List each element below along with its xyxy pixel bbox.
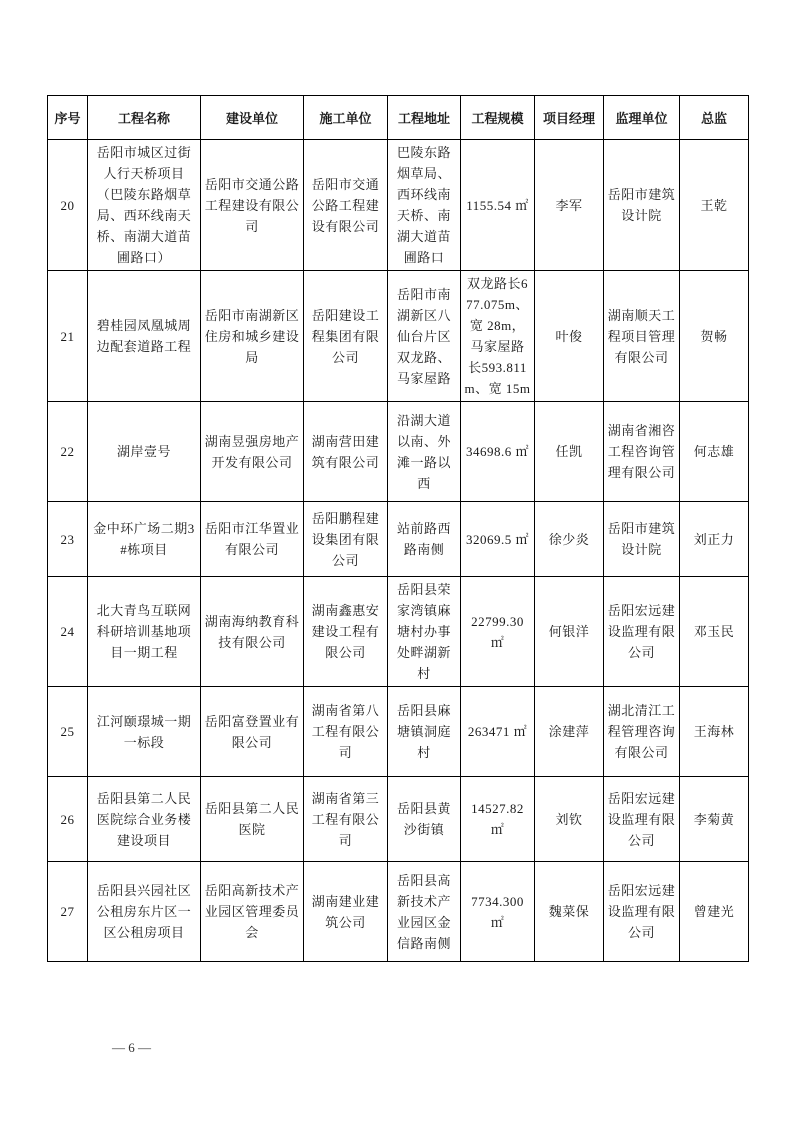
header-supervision-unit: 监理单位 (604, 96, 680, 140)
project-scale-cell: 1155.54 ㎡ (461, 140, 535, 271)
table-header-row (48, 96, 749, 140)
project-address-cell: 沿湖大道以南、外滩一路以西 (388, 402, 461, 502)
project-address-cell: 巴陵东路烟草局、西环线南天桥、南湖大道苗圃路口 (388, 140, 461, 271)
table-row (48, 862, 749, 962)
supervision-unit-cell: 岳阳宏远建设监理有限公司 (604, 862, 680, 962)
header-project-scale: 工程规模 (461, 96, 535, 140)
serial-cell: 20 (48, 140, 88, 271)
project-address-cell: 岳阳市南湖新区八仙台片区双龙路、马家屋路 (388, 271, 461, 402)
table-row (48, 402, 749, 502)
header-chief-supervisor: 总监 (680, 96, 749, 140)
construction-unit-cell: 岳阳市南湖新区住房和城乡建设局 (201, 271, 304, 402)
serial-cell: 22 (48, 402, 88, 502)
page-number: — 6 — (112, 1040, 151, 1055)
projects-table (47, 95, 749, 962)
project-manager-cell: 叶俊 (535, 271, 604, 402)
serial-cell: 24 (48, 577, 88, 687)
project-manager-cell: 何银洋 (535, 577, 604, 687)
contractor-unit-cell: 湖南鑫惠安建设工程有限公司 (304, 577, 388, 687)
construction-unit-cell: 湖南海纳教育科技有限公司 (201, 577, 304, 687)
serial-cell: 27 (48, 862, 88, 962)
supervision-unit-cell: 湖南顺天工程项目管理有限公司 (604, 271, 680, 402)
project-name-cell: 岳阳县兴园社区公租房东片区一区公租房项目 (88, 862, 201, 962)
project-scale-cell: 34698.6 ㎡ (461, 402, 535, 502)
project-scale-cell: 7734.300 ㎡ (461, 862, 535, 962)
construction-unit-cell: 岳阳县第二人民医院 (201, 777, 304, 862)
table-row (48, 502, 749, 577)
project-address-cell: 岳阳县高新技术产业园区金信路南侧 (388, 862, 461, 962)
supervision-unit-cell: 湖南省湘咨工程咨询管理有限公司 (604, 402, 680, 502)
serial-cell: 21 (48, 271, 88, 402)
supervision-unit-cell: 岳阳宏远建设监理有限公司 (604, 777, 680, 862)
construction-unit-cell: 岳阳富登置业有限公司 (201, 687, 304, 777)
project-manager-cell: 魏菜保 (535, 862, 604, 962)
project-manager-cell: 刘钦 (535, 777, 604, 862)
chief-supervisor-cell: 王海林 (680, 687, 749, 777)
project-scale-cell: 双龙路长677.075m、宽 28m，马家屋路长593.811m、宽 15m (461, 271, 535, 402)
contractor-unit-cell: 湖南省第八工程有限公司 (304, 687, 388, 777)
project-manager-cell: 李军 (535, 140, 604, 271)
project-name-cell: 金中环广场二期3#栋项目 (88, 502, 201, 577)
project-address-cell: 站前路西路南侧 (388, 502, 461, 577)
chief-supervisor-cell: 何志雄 (680, 402, 749, 502)
serial-cell: 25 (48, 687, 88, 777)
header-serial: 序号 (48, 96, 88, 140)
header-contractor-unit: 施工单位 (304, 96, 388, 140)
header-project-name: 工程名称 (88, 96, 201, 140)
project-manager-cell: 徐少炎 (535, 502, 604, 577)
chief-supervisor-cell: 贺畅 (680, 271, 749, 402)
header-construction-unit: 建设单位 (201, 96, 304, 140)
chief-supervisor-cell: 曾建光 (680, 862, 749, 962)
header-project-manager: 项目经理 (535, 96, 604, 140)
project-name-cell: 岳阳市城区过街人行天桥项目（巴陵东路烟草局、西环线南天桥、南湖大道苗圃路口） (88, 140, 201, 271)
construction-unit-cell: 岳阳市江华置业有限公司 (201, 502, 304, 577)
contractor-unit-cell: 湖南省第三工程有限公司 (304, 777, 388, 862)
chief-supervisor-cell: 邓玉民 (680, 577, 749, 687)
supervision-unit-cell: 岳阳宏远建设监理有限公司 (604, 577, 680, 687)
contractor-unit-cell: 岳阳市交通公路工程建设有限公司 (304, 140, 388, 271)
construction-unit-cell: 湖南昱强房地产开发有限公司 (201, 402, 304, 502)
project-address-cell: 岳阳县荣家湾镇麻塘村办事处畔湖新村 (388, 577, 461, 687)
project-name-cell: 岳阳县第二人民医院综合业务楼建设项目 (88, 777, 201, 862)
construction-unit-cell: 岳阳市交通公路工程建设有限公司 (201, 140, 304, 271)
contractor-unit-cell: 岳阳鹏程建设集团有限公司 (304, 502, 388, 577)
header-project-address: 工程地址 (388, 96, 461, 140)
table-row (48, 140, 749, 271)
supervision-unit-cell: 湖北清江工程管理咨询有限公司 (604, 687, 680, 777)
project-scale-cell: 32069.5 ㎡ (461, 502, 535, 577)
table-row (48, 271, 749, 402)
supervision-unit-cell: 岳阳市建筑设计院 (604, 140, 680, 271)
project-address-cell: 岳阳县黄沙街镇 (388, 777, 461, 862)
chief-supervisor-cell: 李菊黄 (680, 777, 749, 862)
project-address-cell: 岳阳县麻塘镇洞庭村 (388, 687, 461, 777)
project-scale-cell: 14527.82 ㎡ (461, 777, 535, 862)
contractor-unit-cell: 湖南营田建筑有限公司 (304, 402, 388, 502)
construction-unit-cell: 岳阳高新技术产业园区管理委员会 (201, 862, 304, 962)
project-scale-cell: 22799.30 ㎡ (461, 577, 535, 687)
table-row (48, 687, 749, 777)
project-scale-cell: 263471 ㎡ (461, 687, 535, 777)
table-row (48, 577, 749, 687)
contractor-unit-cell: 湖南建业建筑公司 (304, 862, 388, 962)
project-name-cell: 北大青鸟互联网科研培训基地项目一期工程 (88, 577, 201, 687)
project-name-cell: 碧桂园凤凰城周边配套道路工程 (88, 271, 201, 402)
project-manager-cell: 涂建萍 (535, 687, 604, 777)
contractor-unit-cell: 岳阳建设工程集团有限公司 (304, 271, 388, 402)
chief-supervisor-cell: 王乾 (680, 140, 749, 271)
table-row (48, 777, 749, 862)
supervision-unit-cell: 岳阳市建筑设计院 (604, 502, 680, 577)
project-manager-cell: 任凯 (535, 402, 604, 502)
chief-supervisor-cell: 刘正力 (680, 502, 749, 577)
serial-cell: 23 (48, 502, 88, 577)
serial-cell: 26 (48, 777, 88, 862)
project-name-cell: 湖岸壹号 (88, 402, 201, 502)
project-name-cell: 江河颐璟城一期一标段 (88, 687, 201, 777)
